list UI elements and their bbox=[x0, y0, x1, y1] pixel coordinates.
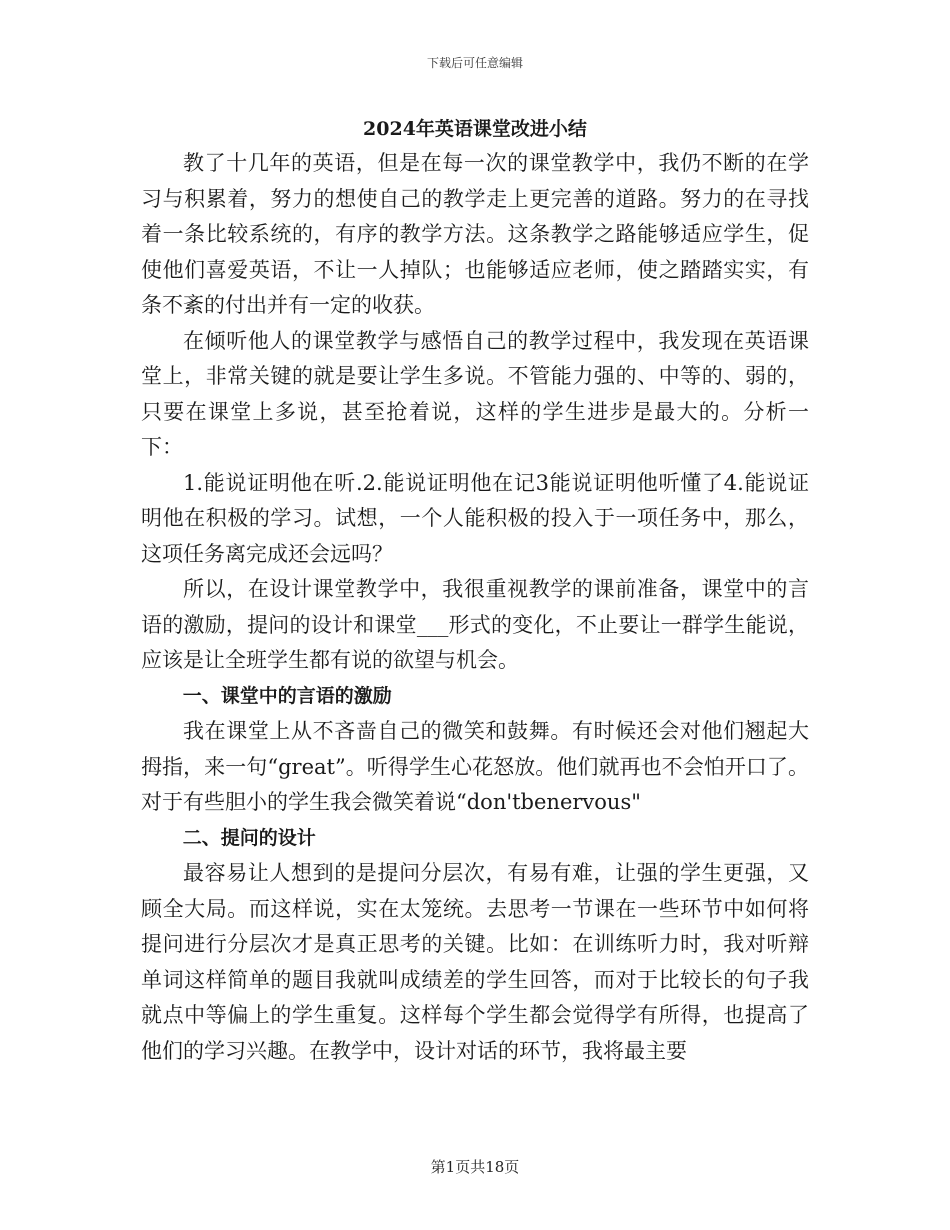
section-heading-2: 二、提问的设计 bbox=[182, 826, 316, 849]
paragraph-1: 教了十几年的英语，但是在每一次的课堂教学中，我仍不断的在学习与积累着，努力的想使自己的教学走上更完善的道路。努力的在寻找着一条比较系统的，有序的教学方法。这条教学之路能够适应学生，促使他们喜爱英语，不让一人掉队；也能够适应老师，使之踏踏实实，有条不紊的付出并有一定的收获。 bbox=[141, 151, 809, 317]
page-header-note: 下载后可任意编辑 bbox=[426, 56, 523, 70]
section-1-paragraph: 我在课堂上从不吝啬自己的微笑和鼓舞。有时候还会对他们翘起大拇指，来一句“great”。听得学生心花怒放。他们就再也不会怕开口了。对于有些胆小的学生我会微笑着说“don'tbenervous" bbox=[141, 719, 809, 814]
document-body bbox=[141, 146, 809, 1069]
page-footer-number: 第1页共18页 bbox=[430, 1158, 520, 1176]
section-2-paragraph: 最容易让人想到的是提问分层次，有易有难，让强的学生更强，又顾全大局。而这样说，实在太笼统。去思考一节课在一些环节中如何将提问进行分层次才是真正思考的关键。比如：在训练听力时，我对听辩单词这样简单的题目我就叫成绩差的学生回答，而对于比较长的句子我就点中等偏上的学生重复。这样每个学生都会觉得学有所得，也提高了他们的学习兴趣。在教学中，设计对话的环节，我将最主要 bbox=[141, 861, 809, 1063]
document-title: 2024年英语课堂改进小结 bbox=[363, 118, 587, 140]
paragraph-4: 所以，在设计课堂教学中，我很重视教学的课前准备，课堂中的言语的激励，提问的设计和课堂___形式的变化，不止要让一群学生能说，应该是让全班学生都有说的欲望与机会。 bbox=[141, 577, 809, 672]
paragraph-2: 在倾听他人的课堂教学与感悟自己的教学过程中，我发现在英语课堂上，非常关键的就是要让学生多说。不管能力强的、中等的、弱的，只要在课堂上多说，甚至抢着说，这样的学生进步是最大的。分析一下： bbox=[141, 328, 809, 459]
paragraph-3: 1.能说证明他在听.2.能说证明他在记3能说证明他听懂了4.能说证明他在积极的学习。试想，一个人能积极的投入于一项任务中，那么，这项任务离完成还会远吗？ bbox=[141, 470, 809, 566]
section-heading-1: 一、课堂中的言语的激励 bbox=[182, 684, 392, 707]
